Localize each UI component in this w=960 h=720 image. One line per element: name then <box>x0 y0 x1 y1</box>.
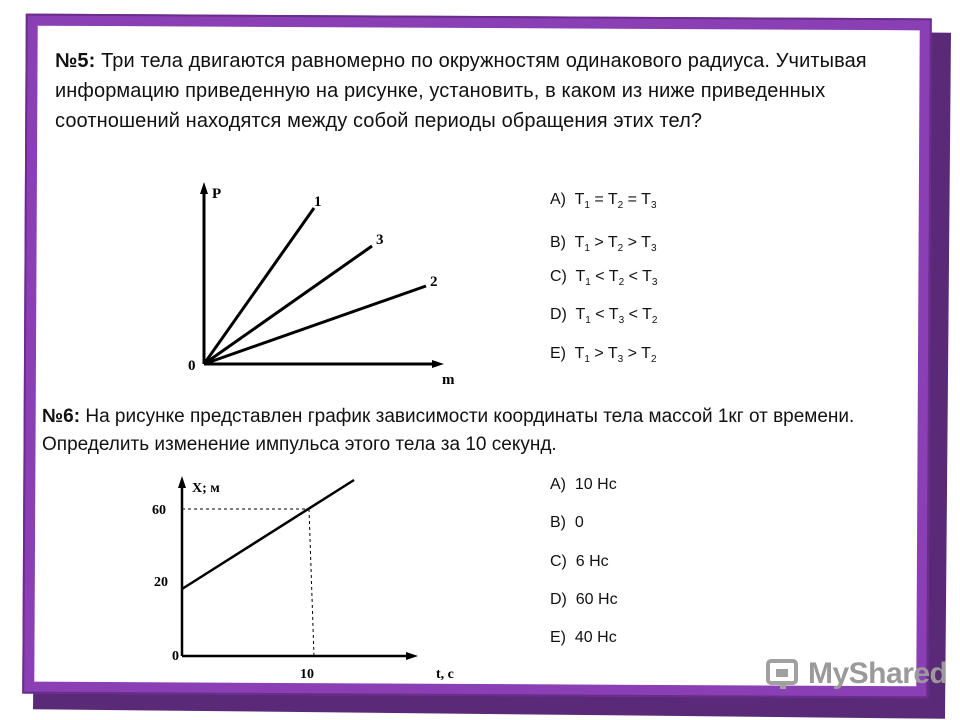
y-tick-20: 20 <box>154 575 168 590</box>
q6-option-e[interactable]: E) 40 Нс <box>550 629 617 646</box>
y-axis-label: P <box>212 186 222 202</box>
x-axis-arrow <box>406 652 418 660</box>
q6-option-d[interactable]: D) 60 Нс <box>550 591 618 608</box>
y-axis-arrow <box>178 476 186 488</box>
question-5-body: Три тела двигаются равномерно по окружностям одинакового радиуса. Учитывая информацию приведенную на рисунке, установить, в каком из ниже приведенных соотношений находятся между собой периоды обращения этих тел? <box>55 50 867 132</box>
watermark-text: MyShared <box>808 657 948 690</box>
q5-option-c[interactable]: C) $T_1 < T_2 < T_3$ <box>550 268 658 289</box>
line-2-label: 2 <box>430 274 438 290</box>
y-axis-label: X; м <box>192 481 220 496</box>
line-3 <box>204 246 372 364</box>
origin-label: 0 <box>188 358 196 374</box>
question-6-number: №6: <box>42 406 81 427</box>
line-3-label: 3 <box>376 232 384 248</box>
y-tick-60: 60 <box>152 503 166 518</box>
watermark <box>766 655 948 695</box>
guide-vertical-10 <box>309 509 314 656</box>
x-tick-10: 10 <box>300 667 314 682</box>
q6-option-a[interactable]: A) 10 Нс <box>550 476 617 493</box>
question-6-body: На рисунке представлен график зависимости координаты тела массой 1кг от времени. Определить изменение импульса этого тела за 10 секунд. <box>42 406 855 455</box>
line-1 <box>204 208 314 364</box>
chart-p-vs-m <box>186 180 466 390</box>
question-5-text <box>55 46 885 136</box>
line-2 <box>204 286 426 364</box>
q5-option-d[interactable]: D) $T_1 < T_3 < T_2$ <box>550 306 658 327</box>
chart-x-vs-t <box>146 470 476 690</box>
question-6-text <box>42 403 902 459</box>
q6-option-b[interactable]: B) 0 <box>550 514 584 531</box>
x-axis-arrow <box>432 360 444 368</box>
q6-option-c[interactable]: C) 6 Нс <box>550 553 609 570</box>
origin-label: 0 <box>172 649 179 664</box>
q5-option-b[interactable]: B) $T_1 > T_2 > T_3$ <box>550 234 657 255</box>
q5-option-a[interactable]: A) $T_1 = T_2 = T_3$ <box>550 191 657 212</box>
x-axis-label: t, c <box>436 667 454 682</box>
q5-option-e[interactable]: E) $T_1 > T_3 > T_2$ <box>550 345 657 366</box>
y-axis-arrow <box>200 182 208 194</box>
question-5-number: №5: <box>55 50 96 72</box>
watermark-logo-icon <box>766 657 804 693</box>
line-1-label: 1 <box>314 194 322 210</box>
x-t-line <box>182 480 354 589</box>
x-axis-label: m <box>442 372 455 388</box>
